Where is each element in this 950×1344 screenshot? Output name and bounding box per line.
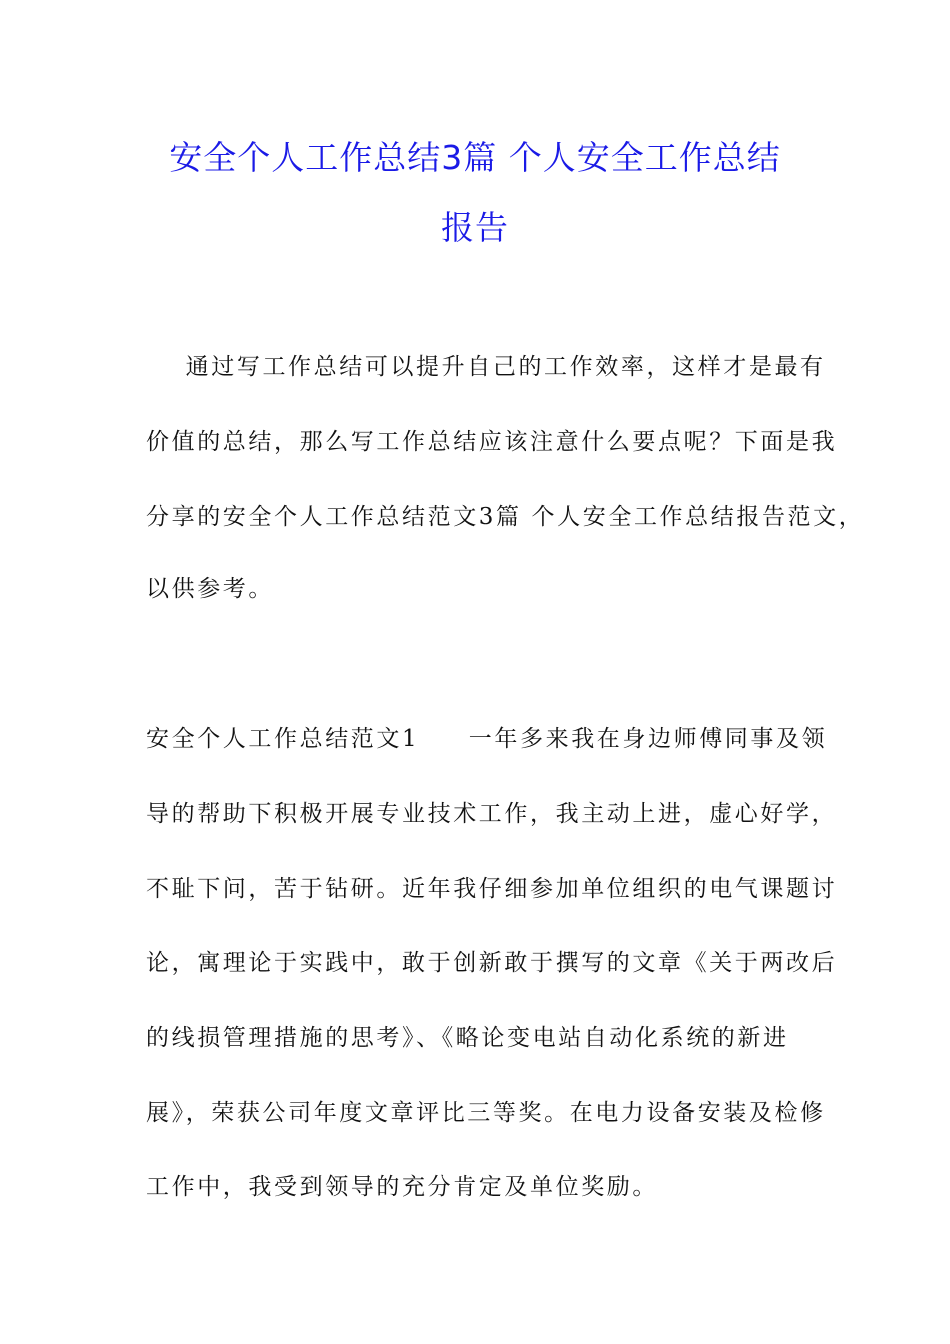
section1-line-7: 工作中，我受到领导的充分肯定及单位奖励。 [146, 1174, 658, 1200]
section1-line-4: 论，寓理论于实践中，敢于创新敢于撰写的文章《关于两改后 [146, 950, 838, 976]
intro-line-2: 价值的总结，那么写工作总结应该注意什么要点呢？下面是我 [146, 429, 838, 455]
intro-line-3: 分享的安全个人工作总结范文3篇 个人安全工作总结报告范文， [146, 504, 865, 530]
document-title-line-1: 安全个人工作总结3篇 个人安全工作总结 [169, 138, 781, 177]
document-title-line-2: 报告 [441, 208, 509, 247]
section1-line-2: 导的帮助下积极开展专业技术工作，我主动上进，虚心好学， [146, 801, 838, 827]
section1-line-6: 展》，荣获公司年度文章评比三等奖。在电力设备安装及检修 [146, 1100, 826, 1126]
section1-line-1: 安全个人工作总结范文1 一年多来我在身边师傅同事及领 [146, 726, 828, 752]
section1-line-3: 不耻下问，苦于钻研。近年我仔细参加单位组织的电气课题讨 [146, 876, 838, 902]
section1-line-5: 的线损管理措施的思考》、《略论变电站自动化系统的新进 [146, 1025, 789, 1051]
intro-line-1: 通过写工作总结可以提升自己的工作效率，这样才是最有 [146, 354, 826, 380]
intro-line-4: 以供参考。 [146, 576, 274, 602]
